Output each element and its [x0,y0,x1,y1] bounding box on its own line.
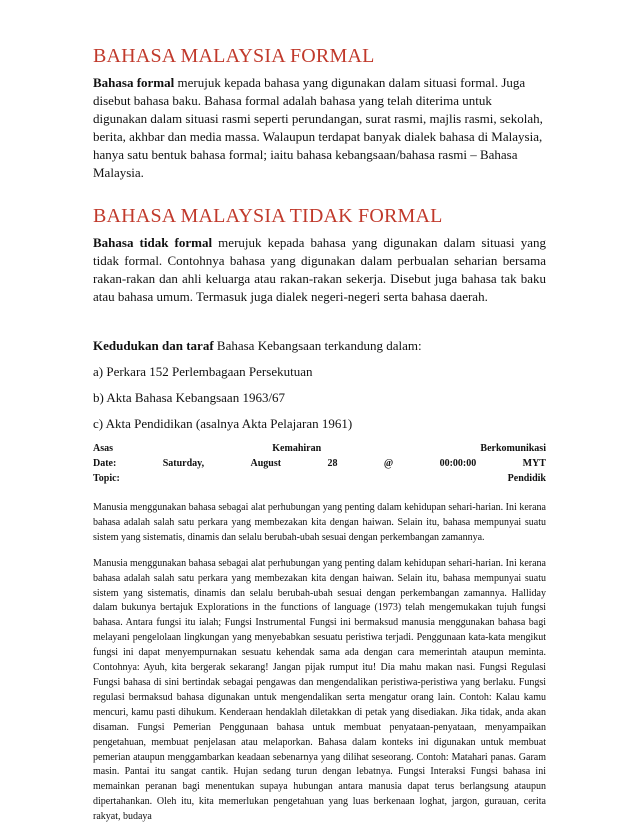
body-paragraph-1: Manusia menggunakan bahasa sebagai alat perhubungan yang penting dalam kehidupan sehari-harian. Ini kerana bahasa adalah salah satu perkara yang membezakan kita dengan haiwan. Selain itu, bahasa mempunyai suatu sistem yang sistematis, dinamis dan selalu berubah-ubah sesuai dengan perkembangan zamannya. [93,502,546,543]
meta-cell: Asas [93,443,114,454]
meta-cell: Kemahiran [272,443,322,454]
section1-lead: Bahasa formal [93,75,175,90]
meta-cell: Date: [93,458,117,469]
meta-cell: Berkomunikasi [480,443,546,454]
section1-paragraph [93,74,546,182]
meta-cell: Topic: [93,473,120,484]
section2 [93,204,546,306]
section2-body: merujuk kepada bahasa yang digunakan dalam situasi yang tidak formal. Contohnya bahasa yang digunakan dalam perbualan seharian bersama rakan-rakan dan ahli keluarga atau rakan-rakan sekerja. Disebut juga bahasa tak baku atau bahasa umum. Termasuk juga dialek negeri-negeri serta bahasa daerah. [93,235,546,304]
meta-row-date [93,456,546,471]
meta-cell: 28 [327,458,338,469]
meta-cell: Pendidik [507,473,546,484]
kedudukan-paragraph [93,337,546,355]
meta-cell: @ [383,458,394,469]
section1-body: merujuk kepada bahasa yang digunakan dalam situasi formal. Juga disebut bahasa baku. Bahasa formal adalah bahasa yang telah diterima untuk digunakan dalam situasi rasmi seperti perundangan, surat rasmi, majlis rasmi, sekolah, berita, akhbar dan media massa. Walaupun terdapat banyak dialek bahasa di Malaysia, hanya satu bentuk bahasa formal; iaitu bahasa kebangsaan/bahasa rasmi – Bahasa Malaysia. [93,75,543,180]
meta-row-topic [93,471,546,486]
section1-title: BAHASA MALAYSIA FORMAL [93,45,375,67]
kedudukan-item: a) Perkara 152 Perlembagaan Persekutuan [93,364,313,379]
meta-cell: MYT [522,458,546,469]
meta-cell: 00:00:00 [439,458,477,469]
kedudukan-item: b) Akta Bahasa Kebangsaan 1963/67 [93,390,286,405]
section2-lead: Bahasa tidak formal [93,235,213,250]
meta-cell: August [250,458,282,469]
body-paragraph-2: Manusia menggunakan bahasa sebagai alat perhubungan yang penting dalam kehidupan sehari-harian. Ini kerana bahasa adalah salah satu perkara yang membezakan kita dengan haiwan. Selain itu, bahasa mempunyai suatu sistem yang sistematis, dinamis dan selalu berubah-ubah sesuai dengan perkembangan zamannya. Halliday dalam bukunya bertajuk Explorations in the functions of language (1973) telah mengemukakan tujuh fungsi bahasa. Antara fungsi itu ialah; Fungsi Instrumental Fungsi ini bermaksud manusia menggunakan bahasa bagi melayani pengelolaan lingkungan yang menyebabkan sesuatu peristiwa terjadi. Penggunaan kata-kata mengikut fungsi ini dapat menyempurnakan sesuatu kehendak sama ada dengan cara memerintah ataupun meminta. Contohnya: Ayuh, kita bergerak sekarang! Jangan pijak rumput itu! Dia mahu makan nasi. Fungsi Regulasi Fungsi bahasa di sini bertindak sebagai pengawas dan mengendalikan peristiwa-peristiwa yang berlaku. Fungsi regulasi bermaksud bahasa digunakan untuk mengendalikan serta mengatur orang lain. Contoh: Kalau kamu mencuri, kamu pasti dihukum. Kenderaan hendaklah diletakkan di petak yang disediakan. Jika tidak, anda akan disaman. Fungsi Pemerian Penggunaan bahasa untuk membuat penyataan-penyataan, menyampaikan pengetahuan, membuat penjelasan atau melaporkan. Bahasa dalam konteks ini digunakan untuk membuat pemerian ataupun menggambarkan keadaan sebenarnya yang dilihat seseorang. Contoh: Matahari panas. Garam masin. Pantai itu sangat cantik. Hujan sedang turun dengan lebatnya. Fungsi Interaksi Fungsi bahasa ini memainkan peranan bagi menentukan supaya hubungan antara manusia dapat terus berlangsung ataupun dipertahankan. Oleh itu, kita memerlukan pengetahuan yang luas berkenaan loghat, jargon, gurauan, cerita rakyat, budaya [93,557,546,823]
meta-row-category [93,441,546,456]
kedudukan-lead: Kedudukan dan taraf [93,338,214,353]
section2-title: BAHASA MALAYSIA TIDAK FORMAL [93,205,443,227]
kedudukan-item: c) Akta Pendidikan (asalnya Akta Pelajaran 1961) [93,416,353,431]
section2-paragraph [93,234,546,306]
post-meta [93,441,546,486]
kedudukan-body: Bahasa Kebangsaan terkandung dalam: [213,338,422,353]
meta-cell: Saturday, [162,458,205,469]
